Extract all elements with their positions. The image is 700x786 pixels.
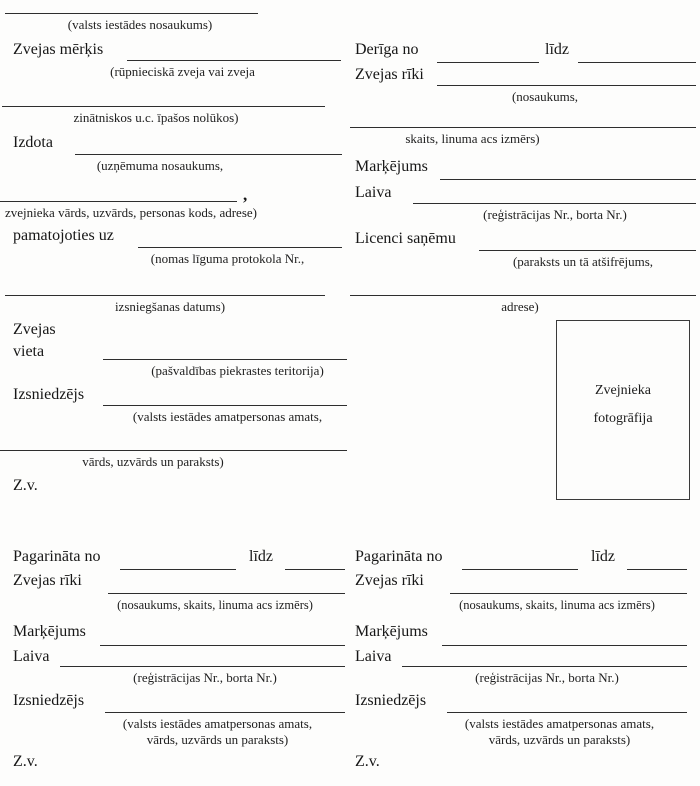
blank-line-gear-1 (437, 85, 696, 86)
place-label-line2: vieta (13, 343, 45, 360)
gear-caption-1: (nosaukums, (511, 89, 579, 104)
blank-line-marking (100, 645, 345, 646)
blank-line-purpose-1 (127, 60, 341, 61)
license-received-label: Licenci saņēmu (355, 230, 456, 247)
blank-line-issuer (447, 712, 687, 713)
extension-section-left (0, 545, 348, 785)
purpose-caption-2: zinātniskos u.c. īpašos nolūkos) (73, 110, 239, 125)
blank-line-valid-from (437, 62, 539, 63)
issuer-caption-2: vārds, uzvārds un paraksts) (82, 454, 224, 469)
marking-label: Marķējums (13, 623, 86, 640)
extended-from-label: Pagarināta no (13, 548, 101, 565)
issuer-label: Izsniedzējs (13, 692, 85, 709)
fisherman-photo-box (556, 320, 690, 500)
gear-caption: (nosaukums, skaits, linuma acs izmērs) (117, 598, 313, 612)
issuer-caption-2: vārds, uzvārds un paraksts) (146, 732, 289, 747)
issuer-caption-1: (valsts iestādes amatpersonas amats, (132, 409, 323, 424)
blank-line-institution (5, 13, 258, 14)
blank-line-extended-until (627, 569, 687, 570)
issuer-caption-1: (valsts iestādes amatpersonas amats, (464, 716, 655, 731)
place-label-line1: Zvejas (13, 321, 56, 338)
institution-caption: (valsts iestādes nosaukums) (67, 17, 213, 32)
blank-line-valid-until (578, 62, 696, 63)
blank-line-boat (402, 666, 687, 667)
blank-line-purpose-2 (2, 106, 325, 107)
basis-label: pamatojoties uz (13, 227, 114, 244)
marking-label: Marķējums (355, 623, 428, 640)
valid-from-label: Derīga no (355, 41, 419, 58)
blank-line-address (350, 295, 696, 296)
gear-label: Zvejas rīki (355, 66, 424, 83)
extended-until-label: līdz (591, 548, 615, 565)
blank-line-extended-from (462, 569, 578, 570)
blank-line-gear-2 (350, 127, 696, 128)
boat-label: Laiva (355, 648, 392, 665)
extended-until-label: līdz (249, 548, 273, 565)
seal-label: Z.v. (13, 477, 38, 494)
blank-line-marking (442, 645, 687, 646)
gear-label: Zvejas rīki (355, 572, 424, 589)
photo-box-label-line1: Zvejnieka (595, 383, 651, 398)
issuer-caption-1: (valsts iestādes amatpersonas amats, (122, 716, 313, 731)
boat-caption: (reģistrācijas Nr., borta Nr.) (483, 207, 627, 222)
photo-box-label-line2: fotogrāfija (593, 411, 653, 426)
issued-caption-2: zvejnieka vārds, uzvārds, personas kods, adrese) (5, 205, 257, 220)
blank-line-extended-until (285, 569, 345, 570)
seal-label: Z.v. (13, 753, 38, 770)
boat-label: Laiva (355, 184, 392, 201)
blank-line-received (479, 250, 696, 251)
basis-caption-1: (nomas līguma protokola Nr., (150, 251, 305, 266)
extension-section-right (342, 545, 690, 785)
place-caption: (pašvaldības piekrastes teritorija) (151, 363, 324, 378)
extended-from-label: Pagarināta no (355, 548, 443, 565)
purpose-caption-1: (rūpnieciskā zveja vai zveja (110, 64, 255, 79)
boat-label: Laiva (13, 648, 50, 665)
blank-line-issuer-1 (103, 405, 347, 406)
blank-line-place (103, 359, 347, 360)
blank-line-issuer-2 (0, 450, 347, 451)
purpose-label: Zvejas mērķis (13, 41, 104, 58)
comma-mark: , (243, 185, 248, 204)
marking-label: Marķējums (355, 158, 428, 175)
blank-line-gear (450, 593, 687, 594)
gear-label: Zvejas rīki (13, 572, 82, 589)
received-caption-2: adrese) (501, 299, 539, 314)
blank-line-marking (440, 179, 696, 180)
blank-line-gear (108, 593, 345, 594)
blank-line-issuer (105, 712, 345, 713)
boat-caption: (reģistrācijas Nr., borta Nr.) (133, 670, 277, 685)
issuer-label: Izsniedzējs (355, 692, 427, 709)
issuer-caption-2: vārds, uzvārds un paraksts) (488, 732, 631, 747)
boat-caption: (reģistrācijas Nr., borta Nr.) (475, 670, 619, 685)
blank-line-extended-from (120, 569, 236, 570)
blank-line-boat (413, 203, 696, 204)
gear-caption-2: skaits, linuma acs izmērs) (405, 131, 540, 146)
blank-line-issued-1 (75, 154, 342, 155)
blank-line-basis-1 (138, 247, 342, 248)
issued-caption-1: (uzņēmuma nosaukums, (96, 158, 224, 173)
blank-line-boat (60, 666, 345, 667)
seal-label: Z.v. (355, 753, 380, 770)
gear-caption: (nosaukums, skaits, linuma acs izmērs) (459, 598, 655, 612)
issuer-label: Izsniedzējs (13, 386, 85, 403)
blank-line-basis-2 (5, 295, 325, 296)
valid-until-label: līdz (545, 41, 569, 58)
issued-to-label: Izdota (13, 134, 53, 151)
received-caption-1: (paraksts un tā atšifrējums, (512, 254, 654, 269)
basis-caption-2: izsniegšanas datums) (114, 299, 226, 314)
blank-line-issued-2 (0, 201, 237, 202)
